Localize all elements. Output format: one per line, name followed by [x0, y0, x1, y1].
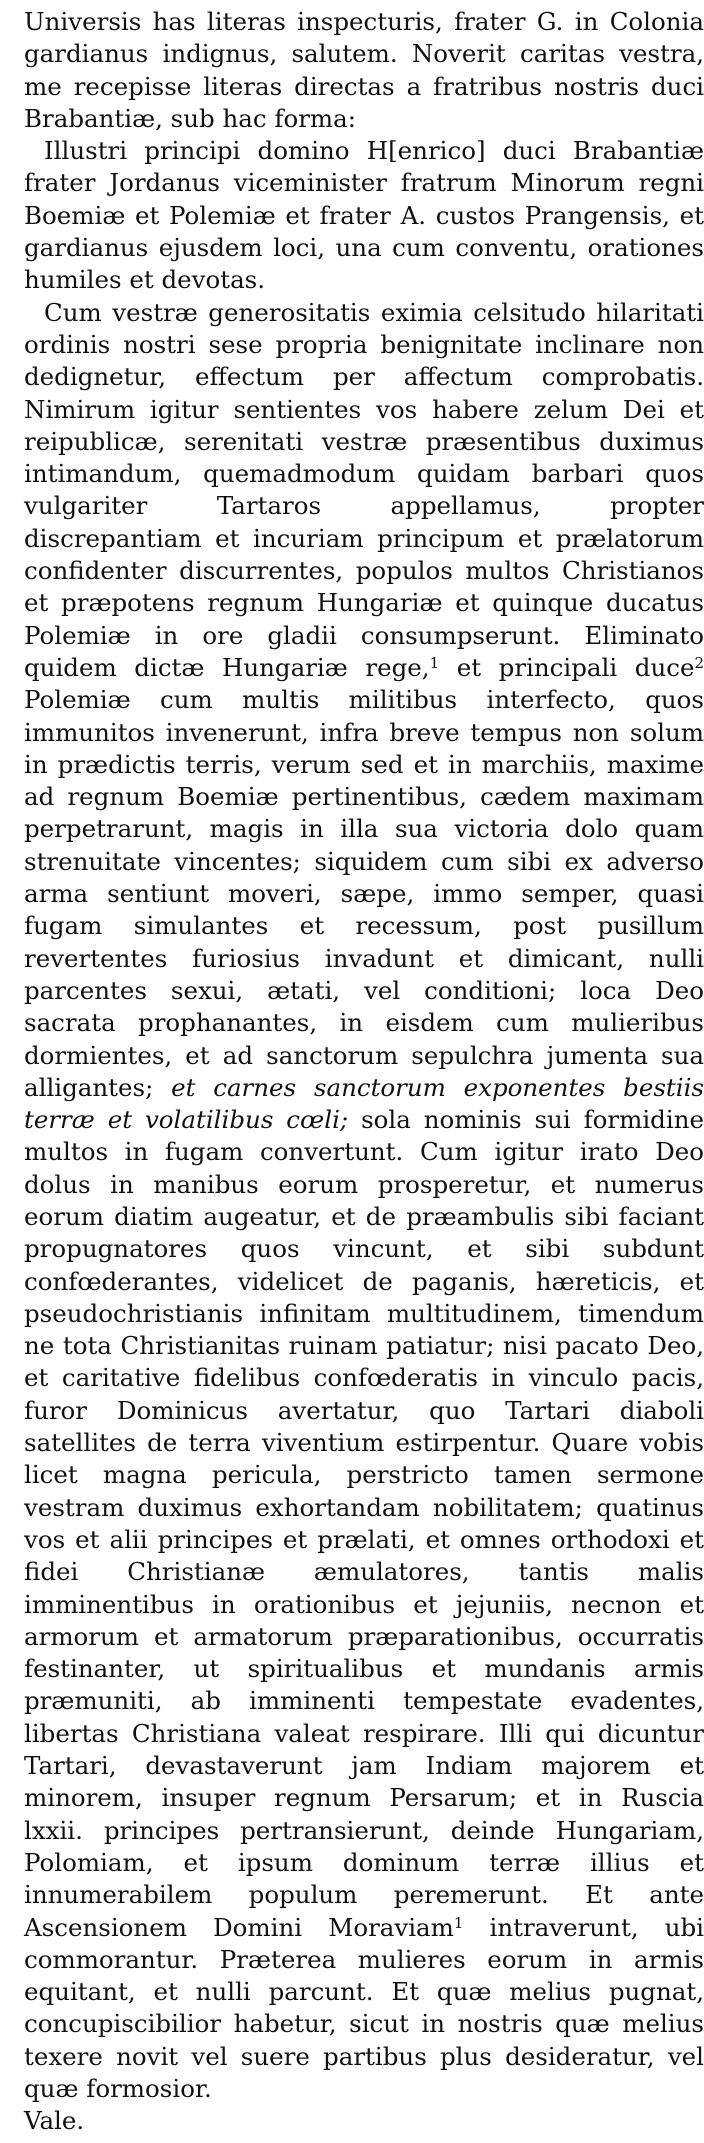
body-text: sola nominis sui formidine multos in fugam convertunt. Cum igitur irato Deo dolus in manibus eorum prosperetur, et numerus eorum diatim augeatur, et de præambulis sibi faciant propugnatores quos vincunt, et sibi subdunt confœderantes, videlicet de paganis, hæreticis, et pseudochristianis infinitam multitudinem, timendum ne tota Christianitas ruinam patiatur; nisi pacato Deo, et caritative fidelibus confœderatis in vinculo pacis, furor Dominicus avertatur, quo Tartari diaboli satellites de terra viventium estirpentur. Quare vobis licet magna pericula, perstricto tamen sermone vestram duximus exhortandam nobilitatem; quatinus vos et alii principes et prælati, et omnes orthodoxi et fidei Christianæ æmulatores, tantis malis imminentibus in orationibus et jejuniis, necnon et armorum et armatorum præparationibus, occurratis festinanter, ut spiritualibus et mundanis armis præmuniti, ab imminenti tempestate evadentes, libertas Christiana valeat respirare. Illi qui dicuntur Tartari, devastaverunt jam Indiam majorem et minorem, insuper regnum Persarum; et in Ruscia lxxii. principes pertransierunt, deinde Hungariam, Polomiam, et ipsum dominum terræ illius et innumerabilem populum peremerunt. Et ante Ascensionem Domini Moraviam — [24, 1105, 704, 1942]
body-text: Polemiæ cum multis militibus interfecto, quos immunitos invenerunt, infra breve tempus non solum in prædictis terris, verum sed et in marchiis, maxime ad regnum Boemiæ pertinentibus, cædem maximam perpetrarunt, magis in illa sua victoria dolo quam strenuitate vincentes; siquidem cum sibi ex adverso arma sentiunt moveri, sæpe, immo semper, quasi fugam simulantes et recessum, post pusillum revertentes furiosius invadunt et dimicant, nulli parcentes sexui, ætati, vel conditioni; loca Deo sacrata prophanantes, in eisdem cum mulieribus dormientes, et ad sanctorum sepulchra jumenta sua alligantes; — [24, 685, 704, 1102]
footnote-ref: 1 — [453, 1913, 464, 1932]
body-text: et principali duce — [439, 652, 695, 682]
body-text: Cum vestræ generositatis eximia celsitudo hilaritati ordinis nostri sese propria benignitate inclinare non dedignetur, effectum per affectum comprobatis. Nimirum igitur sentientes vos habere zelum Dei et reipublicæ, serenitati vestræ præsentibus duximus intimandum, quemadmodum quidam barbari quos vulgariter Tartaros appellamus, propter discrepantiam et incuriam principum et prælatorum confidenter discurrentes, populos multos Christianos et præpotens regnum Hungariæ et quinque ducatus Polemiæ in ore gladii consumpserunt. Eliminato quidem dictæ Hungariæ rege, — [24, 297, 704, 682]
document-page — [24, 6, 704, 2138]
paragraph-salutation: Universis has literas inspecturis, frater G. in Colonia gardianus indignus, salutem. Noverit caritas vestra, me recepisse literas directas a fratribus nostris duci Brabantiæ, sub hac forma: — [24, 7, 704, 133]
paragraph-letter-body — [24, 297, 704, 2138]
italic-quotation: et carnes sanctorum exponentes bestiis terræ et volatilibus cœli; — [24, 1072, 704, 1135]
body-text: intraverunt, ubi commorantur. Præterea mulieres eorum in armis equitant, et nulli parcunt. Et quæ melius pugnat, concupiscibilior habetur, sicut in nostris quæ melius texere novit vel suere partibus plus desideratur, vel quæ formosior. — [24, 1912, 704, 2103]
footnote-ref: 2 — [694, 653, 704, 672]
closing-vale: Vale. — [24, 2106, 85, 2136]
footnote-ref: 1 — [429, 653, 440, 672]
paragraph-address: Illustri principi domino H[enrico] duci Brabantiæ frater Jordanus viceminister fratrum Minorum regni Boemiæ et Polemiæ et frater A. custos Prangensis, et gardianus ejusdem loci, una cum conventu, orationes humiles et devotas. — [24, 136, 704, 295]
